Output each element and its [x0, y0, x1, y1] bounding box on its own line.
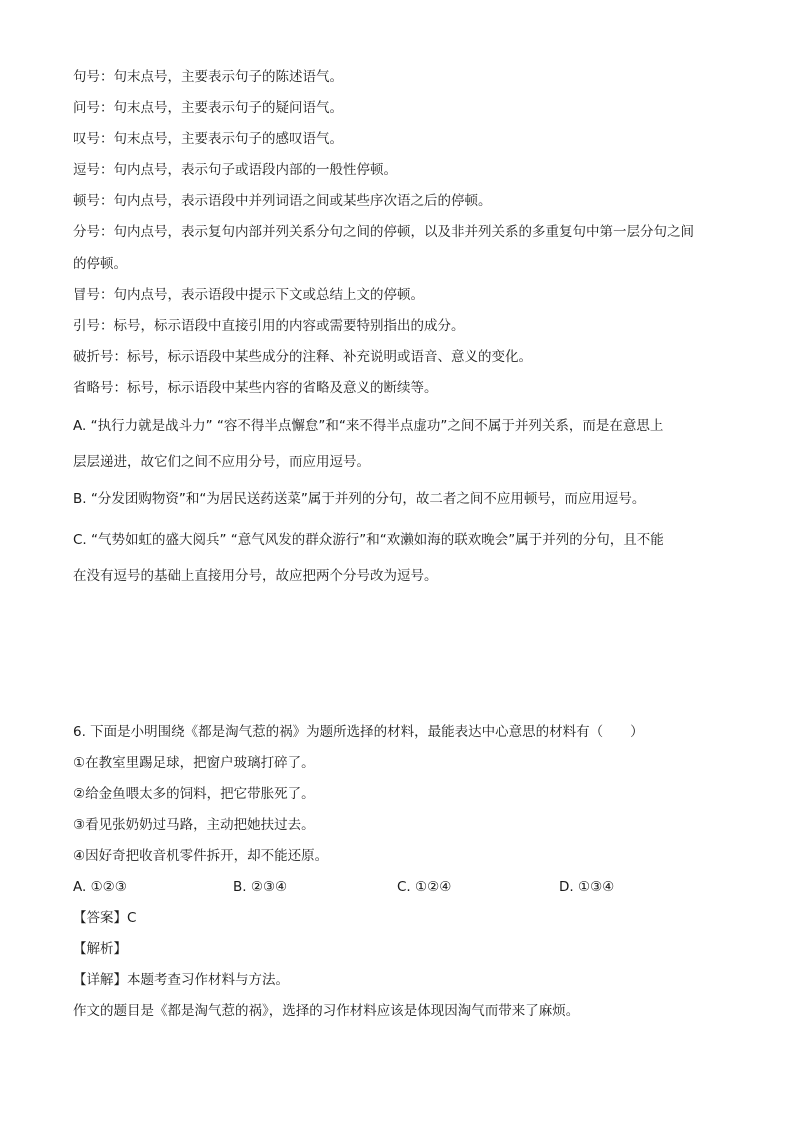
note-dash: 破折号：标号，标示语段中某些成分的注释、补充说明或语音、意义的变化。	[73, 349, 532, 365]
material-item: ③看见张奶奶过马路，主动把她扶过去。	[73, 817, 315, 833]
analysis-a-line-1: A. “执行力就是战斗力” “容不得半点懈怠”和“来不得半点虚功”之间不属于并列关系，而是在意思上	[73, 418, 664, 434]
material-item: ①在教室里踢足球，把窗户玻璃打碎了。	[73, 755, 315, 771]
analysis-c-line-1: C. “气势如虹的盛大阅兵” “意气风发的群众游行”和“欢濑如海的联欢晚会”属于并列的分句，且不能	[73, 532, 664, 548]
analysis-b: B. “分发团购物资”和“为居民送药送菜”属于并列的分句，故二者之间不应用顿号，而应用逗号。	[73, 491, 646, 507]
answer-options	[73, 878, 733, 896]
note-question-mark: 问号：句末点号，主要表示句子的疑问语气。	[73, 100, 343, 116]
option-c: C. ①②④	[397, 879, 452, 895]
analysis-c-line-2: 在没有逗号的基础上直接用分号，故应把两个分号改为逗号。	[73, 568, 438, 584]
detail-line: 【详解】本题考查习作材料与方法。	[73, 972, 289, 988]
note-period: 句号：句末点号，主要表示句子的陈述语气。	[73, 69, 343, 85]
answer-label: 【答案】C	[73, 910, 137, 926]
note-semicolon: 分号：句内点号，表示复句内部并列关系分句之间的停顿，以及非并列关系的多重复句中第一层分句之间	[73, 224, 694, 240]
option-d: D. ①③④	[559, 879, 615, 895]
note-ellipsis: 省略号：标号，标示语段中某些内容的省略及意义的断续等。	[73, 380, 438, 396]
material-item: ②给金鱼喂太多的饲料，把它带胀死了。	[73, 786, 315, 802]
note-comma: 逗号：句内点号，表示句子或语段内部的一般性停顿。	[73, 162, 397, 178]
conclusion-line: 作文的题目是《都是淘气惹的祸》，选择的习作材料应该是体现因淘气而带来了麻烦。	[73, 1003, 580, 1019]
material-item: ④因好奇把收音机零件拆开，却不能还原。	[73, 848, 329, 864]
analysis-a-line-2: 层层递进，故它们之间不应用分号，而应用逗号。	[73, 454, 370, 470]
option-b: B. ②③④	[233, 879, 288, 895]
explanation-header: 【解析】	[73, 941, 127, 957]
question-stem: 6. 下面是小明围绕《都是淘气惹的祸》为题所选择的材料，最能表达中心意思的材料有（ ）	[73, 724, 644, 740]
option-a: A. ①②③	[73, 879, 127, 895]
note-semicolon-continued: 的停顿。	[73, 256, 127, 272]
note-exclamation-mark: 叹号：句末点号，主要表示句子的感叹语气。	[73, 131, 343, 147]
note-colon: 冒号：句内点号，表示语段中提示下文或总结上文的停顿。	[73, 287, 424, 303]
note-enumeration-comma: 顿号：句内点号，表示语段中并列词语之间或某些序次语之后的停顿。	[73, 193, 492, 209]
note-quotation-marks: 引号：标号，标示语段中直接引用的内容或需要特别指出的成分。	[73, 318, 465, 334]
